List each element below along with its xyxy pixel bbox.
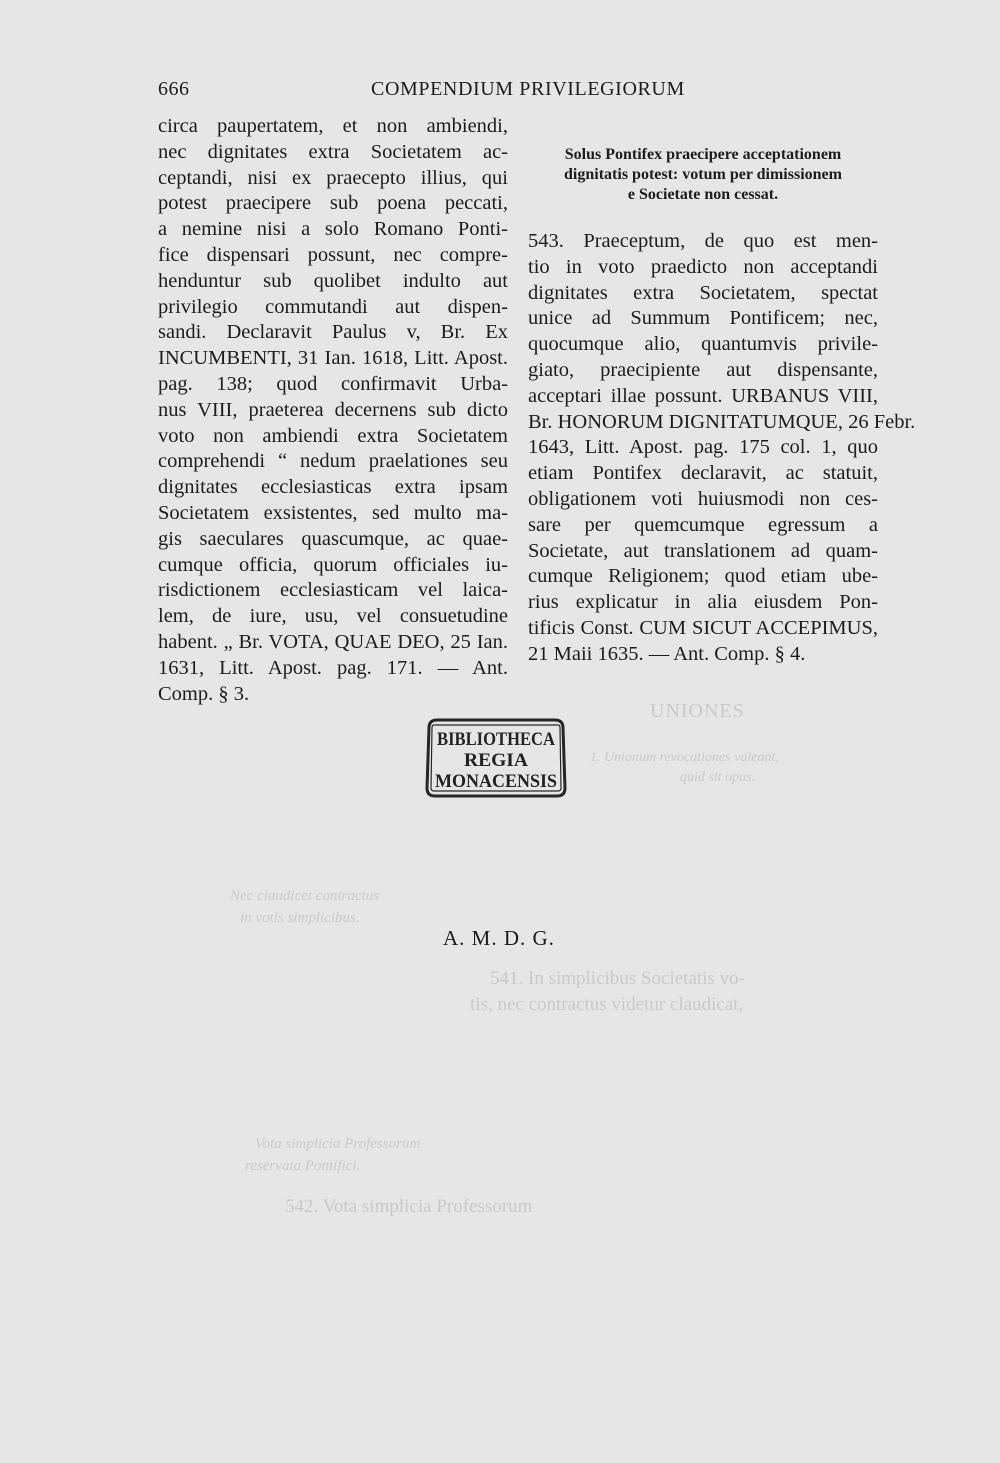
text-line: nec dignitates extra Societatem ac- [158,140,508,163]
text-line: voto non ambiendi extra Societatem [158,424,508,447]
show-through-line: 542. Vota simplicia Professorum [285,1196,533,1217]
heading-line: e Societate non cessat. [627,186,779,203]
text-line: dignitates ecclesiasticas extra ipsam [158,476,508,499]
stamp-text: REGIA [464,750,529,771]
show-through-line: in votis simplicibus. [240,910,360,926]
text-line: Societatem exsistentes, sed multo ma- [158,501,508,524]
text-line: cumque officia, quorum officiales iu- [158,553,508,576]
closing-formula: A. M. D. G. [443,926,555,950]
text-line: dignitates extra Societatem, spectat [528,281,878,304]
text-line: giato, praecipiente aut dispensante, [528,358,878,381]
show-through-line: quid sit opus. [680,770,756,785]
show-through-title: UNIONES [650,700,745,722]
text-line: circa paupertatem, et non ambiendi, [158,115,508,137]
show-through-line: Nec claudicet contractus [230,888,380,904]
page-header [158,78,878,108]
text-line: 1631, Litt. Apost. pag. 171. — Ant. [158,656,508,679]
page-number: 666 [158,78,190,100]
text-line: 1643, Litt. Apost. pag. 175 col. 1, quo [528,436,878,459]
text-line: Br. HONORUM DIGNITATUMQUE, 26 Febr. [528,410,916,433]
text-line: 543. Praeceptum, de quo est men- [528,230,878,252]
text-line: INCUMBENTI, 31 Ian. 1618, Litt. Apost. [158,347,508,370]
heading-line: dignitatis potest: votum per dimissionem [564,166,842,183]
show-through-line: 1. Unionum revocationes valeant, [590,750,779,765]
text-line: comprehendi “ nedum praelationes seu [158,450,508,473]
text-line: 21 Maii 1635. — Ant. Comp. § 4. [528,642,806,665]
stamp-graphic [425,718,567,798]
text-line: nus VIII, praeterea decernens sub dicto [158,398,508,421]
text-line: Societate, aut translationem ad quam- [528,539,878,562]
text-line: cumque Religionem; quod etiam ube- [528,565,878,588]
text-line: tio in voto praedicto non acceptandi [528,255,878,278]
text-line: fice dispensari possunt, nec compre- [158,243,508,266]
left-column [158,114,508,707]
text-line: risdictionem ecclesiasticam vel laica- [158,579,508,602]
heading-line: Solus Pontifex praecipere acceptationem [564,146,842,163]
stamp-text: MONACENSIS [435,771,557,792]
text-line: tificis Const. CUM SICUT ACCEPIMUS, [528,616,878,639]
section-heading [528,145,878,205]
text-line: ceptandi, nisi ex praecepto illius, qui [158,166,508,189]
show-through-line: tis, nec contractus videtur claudicat, [470,994,744,1015]
text-line: obligationem voti huiusmodi non ces- [528,487,878,510]
text-line: privilegio commutandi aut dispen- [158,295,508,318]
text-line: sandi. Declaravit Paulus v, Br. Ex [158,321,508,344]
running-head: COMPENDIUM PRIVILEGIORUM [371,78,685,100]
text-line: unice ad Summum Pontificem; nec, [528,307,878,330]
text-line: Comp. § 3. [158,682,250,705]
text-line: acceptari illae possunt. URBANUS VIII, [528,384,878,407]
text-line: pag. 138; quod confirmavit Urba- [158,372,508,395]
right-column [528,145,916,668]
show-through-line: 541. In simplicibus Societatis vo- [490,968,745,989]
stamp-text: BIBLIOTHECA [437,729,556,750]
text-line: quocumque alio, quantumvis privile- [528,333,878,356]
text-line: etiam Pontifex declaravit, ac statuit, [528,462,878,485]
text-line: henduntur sub quolibet indulto aut [158,269,508,292]
library-stamp [425,718,567,798]
text-line: sare per quemcumque egressum a [528,513,878,536]
text-line: gis saeculares quascumque, ac quae- [158,527,508,550]
text-line: habent. „ Br. VOTA, QUAE DEO, 25 Ian. [158,630,508,653]
text-line: potest praecipere sub poena peccati, [158,192,508,215]
text-line: a nemine nisi a solo Romano Ponti- [158,218,508,241]
text-line: rius explicatur in alia eiusdem Pon- [528,591,878,614]
show-through-line: Vota simplicia Professorum [255,1136,421,1152]
text-line: lem, de iure, usu, vel consuetudine [158,605,508,628]
show-through-line: reservata Pontifici. [245,1158,361,1174]
